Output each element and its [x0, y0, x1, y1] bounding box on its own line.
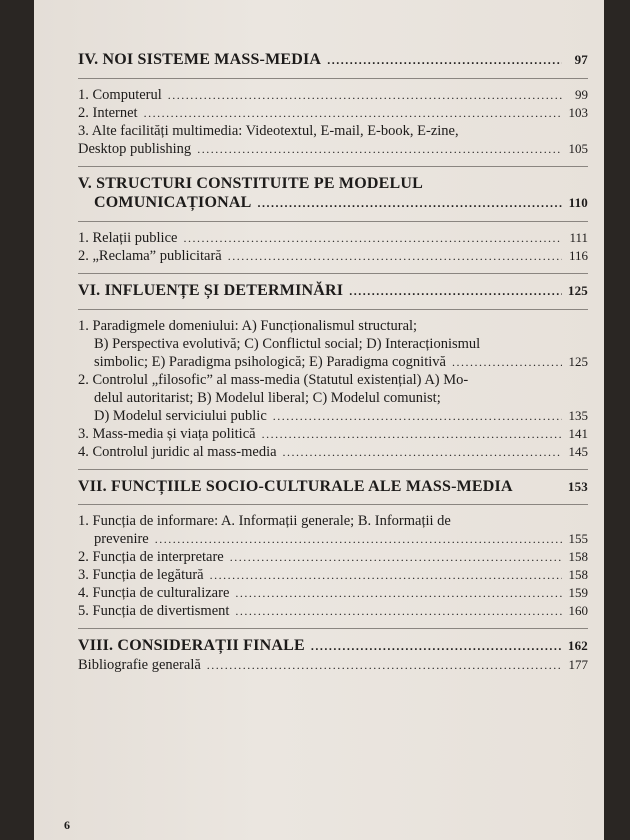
- section-title-text: VI. INFLUENȚE ȘI DETERMINĂRI: [78, 282, 344, 299]
- page-ref: 177: [568, 657, 588, 672]
- page-ref: 99: [575, 87, 588, 102]
- dot-leader: [311, 637, 562, 656]
- page-ref: 125: [567, 283, 588, 298]
- section-title-text: VIII. CONSIDERAȚII FINALE: [78, 637, 305, 654]
- page-ref: 160: [568, 603, 588, 618]
- divider: [78, 628, 588, 629]
- entry-label: 4. Controlul juridic al mass-media: [78, 444, 277, 460]
- toc-entry: [78, 512, 588, 530]
- entry-label: 3. Mass-media și viața politică: [78, 426, 256, 442]
- dot-leader: [210, 566, 562, 584]
- dot-leader: [283, 443, 562, 461]
- toc-entry-bibliography: [78, 656, 588, 674]
- page-ref: 162: [567, 638, 588, 653]
- book-page: [34, 0, 604, 840]
- section-title-text: V. STRUCTURI CONSTITUITE PE MODELUL: [78, 175, 423, 192]
- toc-entry: [78, 229, 588, 247]
- toc-entry: [78, 122, 588, 140]
- entry-label: simbolic; E) Paradigma psihologică; E) Paradigma cognitivă: [94, 354, 446, 370]
- dot-leader: [144, 104, 562, 122]
- page-ref: 145: [568, 444, 588, 459]
- entry-label: D) Modelul serviciului public: [94, 408, 267, 424]
- toc-entry: [78, 86, 588, 104]
- toc-entry: [78, 443, 588, 461]
- entry-label: 2. Internet: [78, 105, 138, 121]
- toc-entry: [78, 371, 588, 407]
- section-title-v: [78, 174, 588, 193]
- divider: [78, 273, 588, 274]
- entry-label: 1. Relații publice: [78, 230, 178, 246]
- page-ref: 125: [568, 354, 588, 369]
- page-ref: 135: [568, 408, 588, 423]
- dot-leader: [197, 140, 562, 158]
- entry-label: prevenire: [94, 531, 149, 547]
- section-title-text: IV. NOI SISTEME MASS-MEDIA: [78, 51, 322, 68]
- page-ref: 158: [568, 549, 588, 564]
- page-ref: 141: [568, 426, 588, 441]
- section-title-text: VII. FUNCȚIILE SOCIO-CULTURALE ALE MASS-MEDIA: [78, 478, 513, 495]
- section-title-vii: [78, 477, 588, 496]
- page-ref: 155: [568, 531, 588, 546]
- divider: [78, 166, 588, 167]
- entry-label: 2. Controlul „filosofic” al mass-media (Statutul existențial) A) Mo-: [78, 372, 469, 388]
- page-ref: 110: [568, 195, 588, 210]
- entry-label: 1. Funcția de informare: A. Informații generale; B. Informații de: [78, 513, 451, 529]
- dot-leader: [262, 425, 562, 443]
- dot-leader: [228, 247, 562, 265]
- toc-entry-continued: [78, 353, 588, 371]
- page-ref: 158: [568, 567, 588, 582]
- entry-label: 3. Alte facilități multimedia: Videotextul, E-mail, E-book, E-zine,: [78, 123, 459, 139]
- divider: [78, 504, 588, 505]
- dot-leader: [207, 656, 562, 674]
- toc-entry-continued: [78, 407, 588, 425]
- dot-leader: [452, 353, 562, 371]
- toc-entry: [78, 247, 588, 265]
- toc-entry: [78, 104, 588, 122]
- entry-label: delul autoritarist; B) Modelul liberal; C) Modelul comunist;: [94, 390, 441, 406]
- dot-leader: [230, 548, 562, 566]
- toc-entry: [78, 317, 588, 353]
- entry-label: B) Perspectiva evolutivă; C) Conflictul social; D) Interacționismul: [94, 336, 481, 352]
- entry-label: 2. Funcția de interpretare: [78, 549, 224, 565]
- toc-entry: [78, 548, 588, 566]
- table-of-contents: [78, 50, 588, 674]
- page-number: 6: [64, 818, 70, 832]
- toc-entry: [78, 584, 588, 602]
- page-ref: 105: [568, 141, 588, 156]
- divider: [78, 469, 588, 470]
- divider: [78, 221, 588, 222]
- toc-entry-continued: [78, 140, 588, 158]
- section-title-iv: [78, 50, 588, 70]
- page-ref: 103: [568, 105, 588, 120]
- page-ref: 153: [567, 479, 588, 494]
- divider: [78, 78, 588, 79]
- page-ref: 159: [568, 585, 588, 600]
- dot-leader: [257, 194, 562, 213]
- toc-entry: [78, 425, 588, 443]
- dot-leader: [168, 86, 562, 104]
- section-title-viii: [78, 636, 588, 656]
- section-title-vi: [78, 281, 588, 301]
- entry-label: 5. Funcția de divertisment: [78, 603, 230, 619]
- section-title-v-continued: [78, 193, 588, 213]
- entry-label: 1. Computerul: [78, 87, 162, 103]
- dot-leader: [235, 584, 562, 602]
- page-ref: 97: [574, 52, 588, 67]
- entry-label: Desktop publishing: [78, 141, 192, 157]
- dot-leader: [183, 229, 562, 247]
- section-title-text: COMUNICAȚIONAL: [94, 194, 252, 211]
- toc-entry: [78, 602, 588, 620]
- entry-label: 4. Funcția de culturalizare: [78, 585, 230, 601]
- page-ref: 116: [568, 248, 588, 263]
- toc-entry: [78, 566, 588, 584]
- entry-label: 1. Paradigmele domeniului: A) Funcționalismul structural;: [78, 318, 418, 334]
- entry-label: 2. „Reclama” publicitară: [78, 248, 222, 264]
- dot-leader: [155, 530, 562, 548]
- entry-label: 3. Funcția de legătură: [78, 567, 204, 583]
- divider: [78, 309, 588, 310]
- entry-label: Bibliografie generală: [78, 657, 201, 673]
- dot-leader: [327, 51, 562, 70]
- toc-entry-continued: [78, 530, 588, 548]
- dot-leader: [349, 282, 562, 301]
- dot-leader: [273, 407, 562, 425]
- page-ref: 111: [569, 230, 588, 245]
- dot-leader: [235, 602, 562, 620]
